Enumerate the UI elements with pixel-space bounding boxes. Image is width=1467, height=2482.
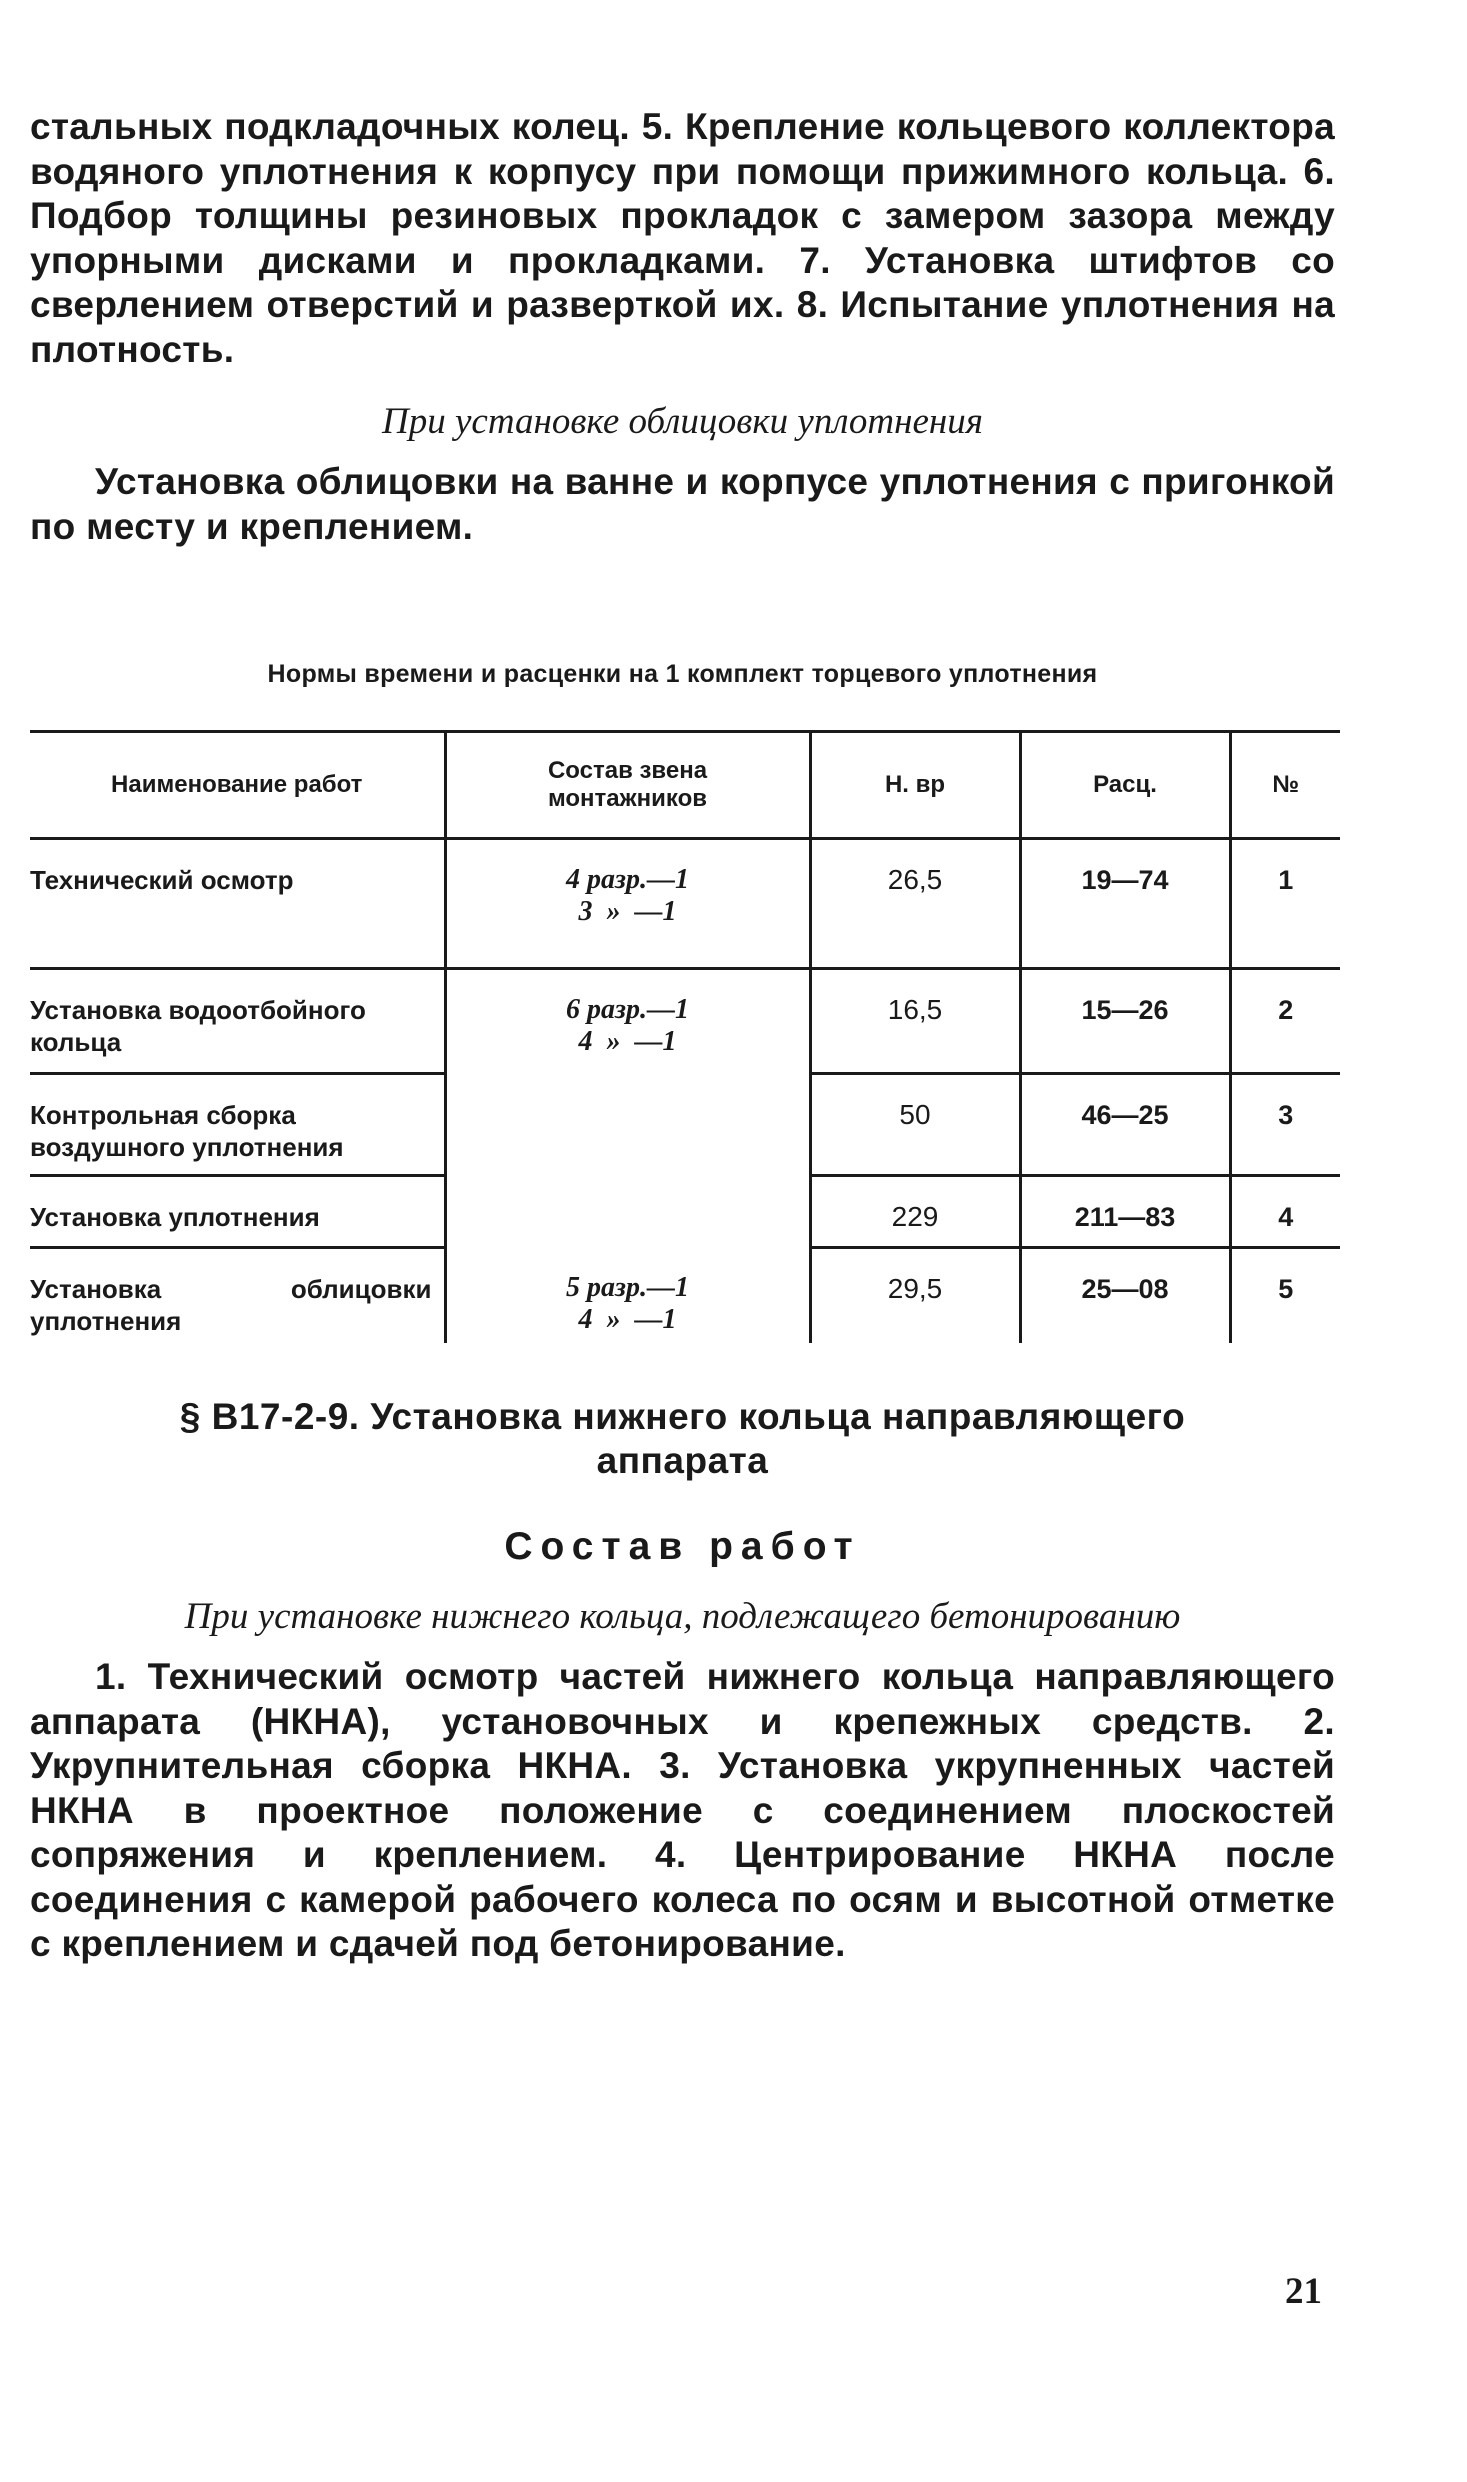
cell-rate: 19—74 bbox=[1020, 839, 1230, 969]
table-row bbox=[30, 839, 1340, 969]
cell-work: Технический осмотр bbox=[30, 839, 445, 969]
crew-line: 5 разр.—1 bbox=[566, 1271, 689, 1303]
header-crew bbox=[445, 732, 810, 839]
table-title: Нормы времени и расценки на 1 комплект торцевого уплотнения bbox=[267, 660, 1098, 688]
section-title bbox=[0, 1395, 1365, 1483]
section-title-line1: § В17-2-9. Установка нижнего кольца направляющего bbox=[179, 1396, 1186, 1437]
section-paragraph: 1. Технический осмотр частей нижнего кольца направляющего аппарата (НКНА), установочных и крепежных средств. 2. Укрупнительная сборка НКНА. 3. Установка укрупненных частей НКНА в проектное положение с соединением плоскостей сопряжения и креплением. 4. Центрирование НКНА после соединения с камерой рабочего колеса по осям и высотной отметке с креплением и сдачей под бетонирование. bbox=[30, 1656, 1335, 1964]
crew-line: 4 разр.—1 bbox=[566, 864, 689, 895]
header-number: № bbox=[1230, 732, 1340, 839]
cell-crew bbox=[445, 969, 810, 1248]
crew-line: 3 » —1 bbox=[578, 896, 677, 927]
cell-crew bbox=[445, 839, 810, 969]
header-crew-line2: монтажников bbox=[547, 785, 708, 812]
cell-work: Установка уплотнения bbox=[30, 1176, 445, 1248]
cell-number: 1 bbox=[1230, 839, 1340, 969]
cell-work: Установка водоотбойного кольца bbox=[30, 969, 445, 1074]
crew-line: 6 разр.—1 bbox=[566, 994, 689, 1025]
section-subheading: При установке нижнего кольца, подлежащего бетонированию bbox=[184, 1596, 1181, 1637]
cell-time: 229 bbox=[810, 1176, 1020, 1248]
facing-paragraph: Установка облицовки на ванне и корпусе уплотнения с пригонкой по месту и креплением. bbox=[30, 461, 1335, 547]
cell-rate: 25—08 bbox=[1020, 1248, 1230, 1343]
crew-line: 4 » —1 bbox=[578, 1026, 677, 1057]
section-title-line2: аппарата bbox=[596, 1440, 769, 1481]
cell-work: Установка облицовки уплотнения bbox=[30, 1274, 432, 1336]
cell-crew bbox=[445, 1248, 810, 1343]
composition-heading: Состав работ bbox=[504, 1525, 861, 1568]
cell-rate: 211—83 bbox=[1020, 1176, 1230, 1248]
norms-table bbox=[30, 730, 1340, 1343]
intro-paragraph: стальных подкладочных колец. 5. Крепление кольцевого коллектора водяного уплотнения к корпусу при помощи прижимного кольца. 6. Подбор толщины резиновых прокладок с замером зазора между упорными дисками и прокладками. 7. Установка штифтов со сверлением отверстий и разверткой их. 8. Испытание уплотнения на плотность. bbox=[30, 106, 1335, 370]
table-row bbox=[30, 1248, 1340, 1343]
cell-number: 3 bbox=[1230, 1074, 1340, 1176]
crew-line: 4 » —1 bbox=[578, 1303, 677, 1335]
cell-number: 2 bbox=[1230, 969, 1340, 1074]
cell-time: 16,5 bbox=[810, 969, 1020, 1074]
cell-number: 5 bbox=[1230, 1248, 1340, 1343]
table-row bbox=[30, 969, 1340, 1074]
table-header-row bbox=[30, 732, 1340, 839]
facing-subheading: При установке облицовки уплотнения bbox=[382, 401, 983, 442]
header-crew-line1: Состав звена bbox=[547, 757, 708, 784]
cell-rate: 15—26 bbox=[1020, 969, 1230, 1074]
cell-time: 29,5 bbox=[810, 1248, 1020, 1343]
cell-number: 4 bbox=[1230, 1176, 1340, 1248]
header-work: Наименование работ bbox=[30, 732, 445, 839]
cell-rate: 46—25 bbox=[1020, 1074, 1230, 1176]
cell-time: 50 bbox=[810, 1074, 1020, 1176]
header-time: Н. вр bbox=[810, 732, 1020, 839]
cell-time: 26,5 bbox=[810, 839, 1020, 969]
page-number: 21 bbox=[1285, 2271, 1322, 2312]
header-rate: Расц. bbox=[1020, 732, 1230, 839]
cell-work: Контрольная сборка воздушного уплотнения bbox=[30, 1074, 445, 1176]
